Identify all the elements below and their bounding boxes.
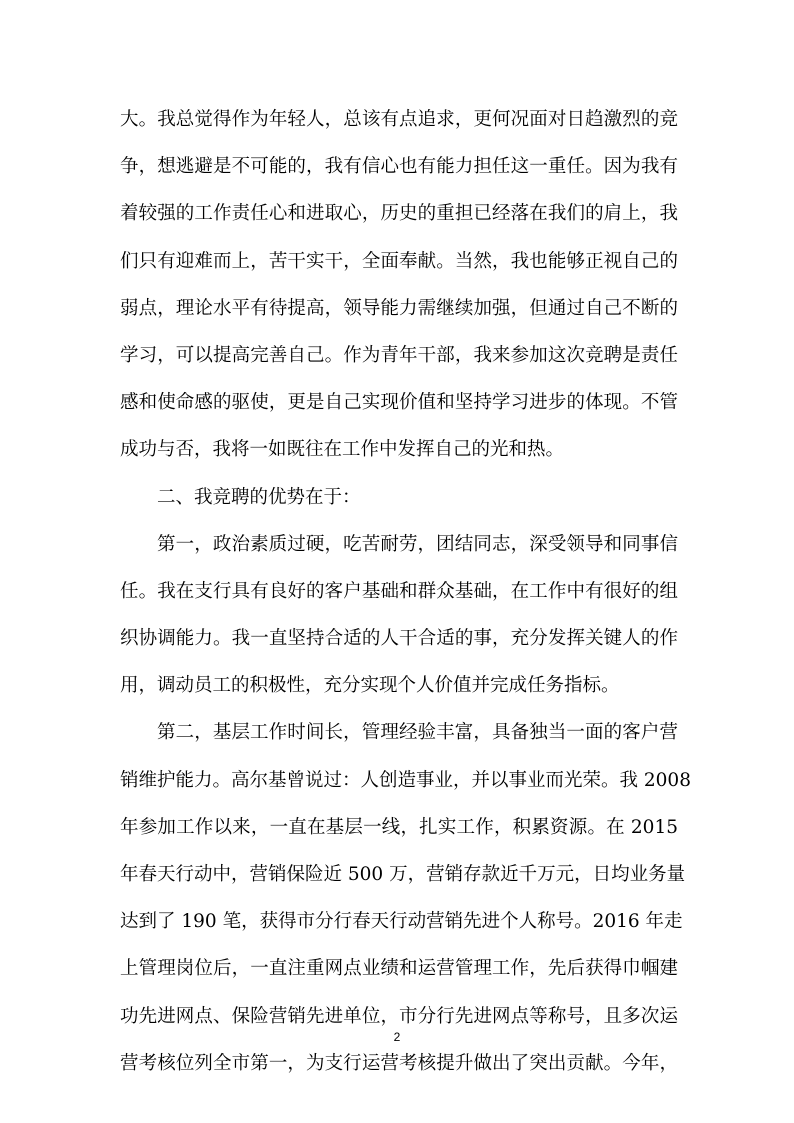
body-text — [120, 96, 691, 1087]
section-heading — [120, 474, 678, 521]
text-line: 们只有迎难而上，苦干实干，全面奉献。当然，我也能够正视自己的 — [120, 250, 678, 272]
page-number: 2 — [393, 1030, 401, 1044]
text-line: 第二，基层工作时间长，管理经验丰富，具备独当一面的客户营 — [157, 722, 678, 744]
text-line: 功先进网点、保险营销先进单位，市分行先进网点等称号，且多次运 — [120, 1005, 678, 1027]
text-line: 着较强的工作责任心和进取心，历史的重担已经落在我们的肩上，我 — [120, 203, 678, 225]
text-line: 用，调动员工的积极性，充分实现个人价值并完成任务指标。 — [120, 675, 620, 697]
text-line: 营考核位列全市第一，为支行运营考核提升做出了突出贡献。今年， — [120, 1052, 678, 1074]
paragraph-3 — [120, 521, 678, 710]
text-line: 大。我总觉得作为年轻人，总该有点追求，更何况面对日趋激烈的竞 — [120, 109, 678, 130]
text-line: 学习，可以提高完善自己。作为青年干部，我来参加这次竞聘是责任 — [120, 344, 678, 366]
text-line: 年参加工作以来，一直在基层一线，扎实工作，积累资源。在 2015 — [120, 816, 678, 838]
text-line: 二、我竞聘的优势在于： — [157, 486, 361, 508]
paragraph-1 — [120, 96, 678, 474]
text-line: 争，想逃避是不可能的，我有信心也有能力担任这一重任。因为我有 — [120, 156, 678, 178]
text-line: 织协调能力。我一直坚持合适的人干合适的事，充分发挥关键人的作 — [120, 628, 678, 650]
text-line: 任。我在支行具有良好的客户基础和群众基础，在工作中有很好的组 — [120, 580, 678, 602]
text-line: 年春天行动中，营销保险近 500 万，营销存款近千万元，日均业务量 — [120, 864, 686, 885]
text-line: 上管理岗位后，一直注重网点业绩和运营管理工作，先后获得巾帼建 — [120, 958, 678, 980]
text-line: 达到了 190 笔，获得市分行春天行动营销先进个人称号。2016 年走 — [120, 911, 683, 933]
text-line: 第一，政治素质过硬，吃苦耐劳，团结同志，深受领导和同事信 — [157, 533, 678, 555]
text-line: 销维护能力。高尔基曾说过：人创造事业，并以事业而光荣。我 2008 — [120, 769, 691, 791]
text-line: 感和使命感的驱使，更是自己实现价值和坚持学习进步的体现。不管 — [120, 392, 678, 414]
text-line: 成功与否，我将一如既往在工作中发挥自己的光和热。 — [120, 439, 565, 461]
text-line: 弱点，理论水平有待提高，领导能力需继续加强，但通过自己不断的 — [120, 297, 678, 319]
